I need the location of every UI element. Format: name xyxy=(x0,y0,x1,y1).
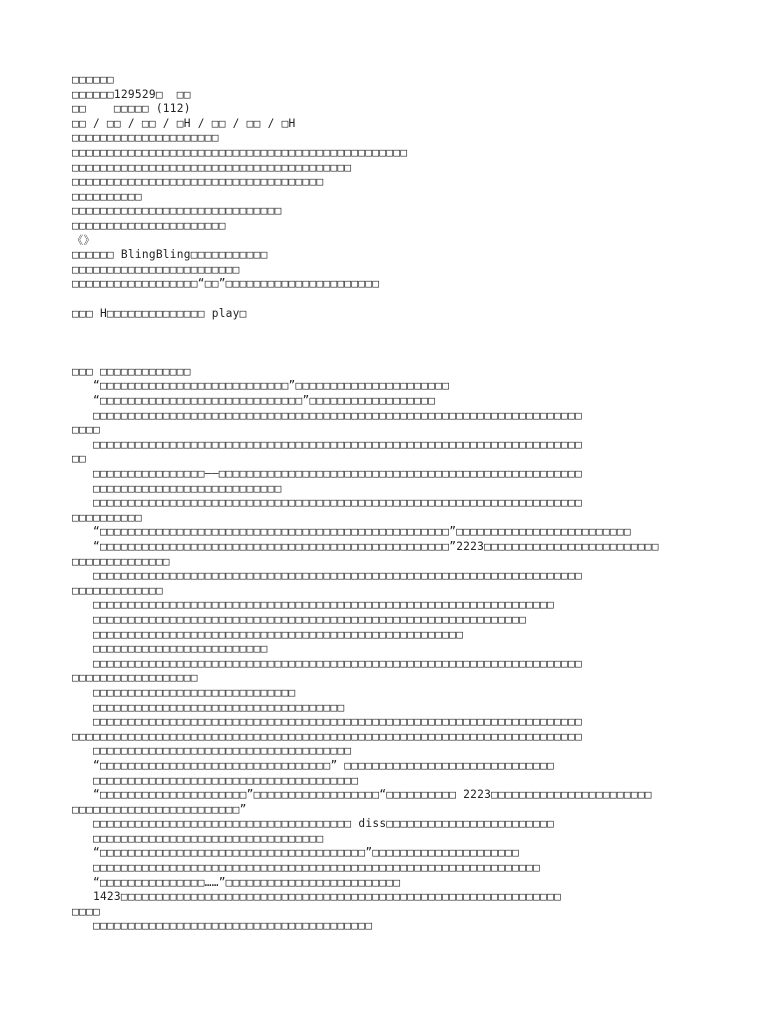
body-line: □□□□ xyxy=(72,423,100,437)
header-line: □□□□□□ BlingBling□□□□□□□□□□□ xyxy=(72,248,268,262)
body-line: “□□□□□□□□□□□□□□□□□□□□□□□□□□□”□□□□□□□□□□□□□□□□□□□□□□ xyxy=(72,379,450,393)
header-line: □□ □□□□□ (112) xyxy=(72,102,191,116)
body-line: □□□□□□□□□□□□□□□□□□□□□□□□□□□□□□□□□□□□□□ xyxy=(72,773,359,787)
document-header xyxy=(72,73,712,292)
body-line: “□□□□□□□□□□□□□□□□□□□□□□□□□□□□□□□□□” □□□□□□□□□□□□□□□□□□□□□□□□□□□□□□ xyxy=(72,758,554,772)
body-line: □□□ □□□□□□□□□□□□□ xyxy=(72,364,191,378)
header-line: □□□□□□□□□□ xyxy=(72,189,142,203)
blank-gap xyxy=(72,321,712,365)
body-line: “□□□□□□□□□□□□□□□□□□□□□□□□□□□□□□□□□□□□□□□□□□□□□□□□□□”□□□□□□□□□□□□□□□□□□□□□□□□□ xyxy=(72,525,631,539)
body-line: □□□□□□□□□□□□□□□□□□□□□□□□□□□□□□□□□□□□□□□□□□□□□□□□□□□□□□□□□□□□□□□□□□□□□□ xyxy=(72,496,582,510)
body-line: “□□□□□□□□□□□□□□□……”□□□□□□□□□□□□□□□□□□□□□□□□□ xyxy=(72,875,401,889)
body-line: “□□□□□□□□□□□□□□□□□□□□□□□□□□□□□□□□□□□□□□”□□□□□□□□□□□□□□□□□□□□□ xyxy=(72,846,520,860)
body-line: □□□□□□□□□□□□□□□□□□□□□□□□□□□□□□□□□□□□□□□□ xyxy=(72,919,373,933)
body-line: □□□□□□□□□□□□□□□□□□□□□□□□□□□□□□□□□□□□□□□□□□□□□□□□□□□□□□□□□□□□□□□□□□ xyxy=(72,598,554,612)
document-page xyxy=(72,73,712,934)
header-line: □□□□□□129529□ □□ xyxy=(72,87,191,101)
play-line: □□□ H□□□□□□□□□□□□□□ play□ xyxy=(72,306,247,320)
body-line: □□□□□□□□□□□□□□□□□□□□□□□□□□□□□□□□□ xyxy=(72,831,324,845)
header-line: □□□□□□□□□□□□□□□□□□□□□□□□ xyxy=(72,262,240,276)
header-line: 《》 xyxy=(72,233,95,247)
body-line: □□□□□□□□□□□□□□□□□□□□□□□□□□□□□□□□□□□□□□□□□□□□□□□□□□□□□□□□□□□□□□□□□□□□□□ xyxy=(72,569,582,583)
body-line: □□□□□□□□□□□□□□□□□□□□□□□□□□□□□□□□□□□□□□□□□□□□□□□□□□□□□□□□□□□□□□ xyxy=(72,612,527,626)
body-line: 1423□□□□□□□□□□□□□□□□□□□□□□□□□□□□□□□□□□□□□□□□□□□□□□□□□□□□□□□□□□□□□□□ xyxy=(72,890,561,904)
body-line: □□□□□□□□□□□□□□□□□□□□□□□□□□□□□□□□□□□□□□□□□□□□□□□□□□□□□□□□□□□□□□□□□□□□□□□□□ xyxy=(72,729,582,743)
header-line: □□□□□□□□□□□□□□□□□□“□□”□□□□□□□□□□□□□□□□□□□□□□ xyxy=(72,277,380,291)
header-line: □□□□□□□□□□□□□□□□□□□□□□□□□□□□□□ xyxy=(72,204,282,218)
body-line: □□□□□□□□□□□□□□□□□□□□□□□□□□□□□□□□□□□□□ xyxy=(72,744,352,758)
body-line: □□□□□□□□□□□□□□□□□□□□□□□□□□□ xyxy=(72,481,282,495)
header-line: □□□□□□□□□□□□□□□□□□□□□□ xyxy=(72,218,226,232)
body-line: □□□□ xyxy=(72,904,100,918)
body-line: □□□□□□□□□□□□□□□□□□□□□□□□□□□□□□□□□□□□□□□□□□□□□□□□□□□□□□□□□□□□□□□□□□□□□□ xyxy=(72,715,582,729)
body-line: □□ xyxy=(72,452,86,466)
body-line: □□□□□□□□□□□□□□□□□□□□□□□□□ xyxy=(72,642,268,656)
body-line: “□□□□□□□□□□□□□□□□□□□□□□□□□□□□□□□□□□□□□□□□□□□□□□□□□□”2223□□□□□□□□□□□□□□□□□□□□□□□□□ xyxy=(72,540,659,554)
body-line: □□□□□□□□□□□□□□□□□□□□□□□□□□□□□□□□□□□□□□□□□□□□□□□□□□□□□□□□□□□□□□□□□□□□□□ xyxy=(72,656,582,670)
body-line: □□□□□□□□□□□□□□□□□□□□□□□□□□□□□ xyxy=(72,685,296,699)
header-line: □□□□□□□□□□□□□□□□□□□□□□□□□□□□□□□□□□□□□□□□□□□□□□□□ xyxy=(72,145,408,159)
body-line: □□□□□□□□□□□□□□□□——□□□□□□□□□□□□□□□□□□□□□□□□□□□□□□□□□□□□□□□□□□□□□□□□□□□□ xyxy=(72,467,582,481)
body-line: □□□□□□□□□□□□□□□□□□□□□□□□□□□□□□□□□□□□□□□□□□□□□□□□□□□□□□□□□□□□□□□□□□□□□□ xyxy=(72,437,582,451)
body-line: □□□□□□□□□□ xyxy=(72,510,142,524)
body-line: □□□□□□□□□□□□□ xyxy=(72,583,163,597)
header-line: □□□□□□□□□□□□□□□□□□□□□□□□□□□□□□□□□□□□□□□□ xyxy=(72,160,352,174)
body-line: “□□□□□□□□□□□□□□□□□□□□□”□□□□□□□□□□□□□□□□□□“□□□□□□□□□□ 2223□□□□□□□□□□□□□□□□□□□□□□□ xyxy=(72,788,652,802)
header-line: □□□□□□ xyxy=(72,73,114,86)
body-line: □□□□□□□□□□□□□□□□□□ xyxy=(72,671,198,685)
body-line: □□□□□□□□□□□□□□□□□□□□□□□□□□□□□□□□□□□□□□□□□□□□□□□□□□□□□□□□□□□□□□□□□□□□□□ xyxy=(72,408,582,422)
body-line: □□□□□□□□□□□□□□□□□□□□□□□□□□□□□□□□□□□□□ diss□□□□□□□□□□□□□□□□□□□□□□□□ xyxy=(72,817,554,831)
body-line: □□□□□□□□□□□□□□ xyxy=(72,554,170,568)
document-body xyxy=(72,365,712,934)
body-line: □□□□□□□□□□□□□□□□□□□□□□□□□□□□□□□□□□□□□□□□□□□□□□□□□□□□□□□□□□□□□□□□ xyxy=(72,861,541,875)
header-line: □□□□□□□□□□□□□□□□□□□□□□□□□□□□□□□□□□□□ xyxy=(72,175,324,189)
body-line: □□□□□□□□□□□□□□□□□□□□□□□□□□□□□□□□□□□□□□□□□□□□□□□□□□□□□ xyxy=(72,627,464,641)
body-line: □□□□□□□□□□□□□□□□□□□□□□□□” xyxy=(72,802,247,816)
body-line: □□□□□□□□□□□□□□□□□□□□□□□□□□□□□□□□□□□□ xyxy=(72,700,345,714)
body-line: “□□□□□□□□□□□□□□□□□□□□□□□□□□□□□”□□□□□□□□□□□□□□□□□□ xyxy=(72,394,436,408)
header-line: □□□□□□□□□□□□□□□□□□□□□ xyxy=(72,131,219,145)
header-line: □□ / □□ / □□ / □H / □□ / □□ / □H xyxy=(72,116,296,130)
blank-line xyxy=(72,292,712,307)
